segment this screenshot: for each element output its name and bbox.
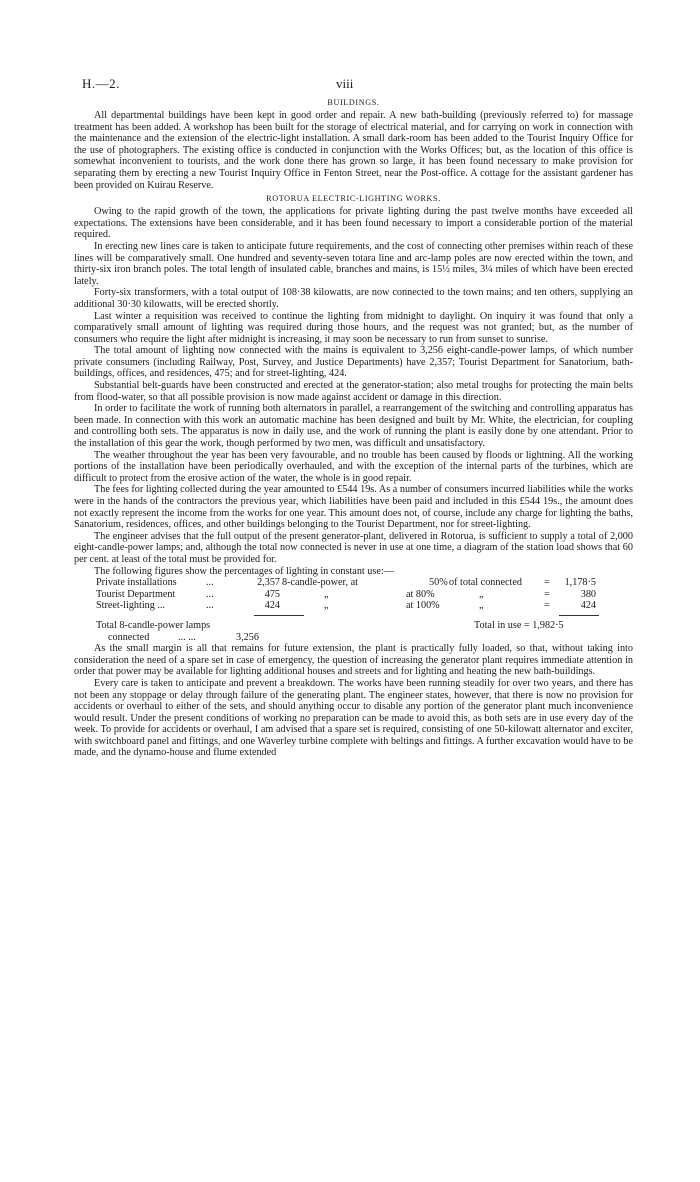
leader-dots: ... [206, 577, 214, 589]
paragraph: In erecting new lines care is taken to anticipate future requirements, and the cost of connecting other premises within reach of these lines will be comparatively small. One hundred and seventy-seven totara line and arc-lamp poles are now erected within the town, and thirty-six iron branch poles. The total length of insulated cable, branches and mains, is 15½ miles, 3¼ miles of which have been erected lately. [74, 240, 633, 287]
total-lamps-connected: 3,256 [236, 631, 259, 643]
sum-rules [74, 612, 633, 620]
paragraph: All departmental buildings have been kept in good order and repair. A new bath-building (previously referred to) for massage treatment has been added. A workshop has been built for the storage of electrical material, and for carrying on work in connection with the maintenance and the extension of the electric-light installation. A small dark-room has been added to the Tourist Inquiry Office for the use of photographers. The existing office is conducted in conjunction with the Works Offices; but, as the location of this office is somewhat inconvenient to tourists, and the work done there has grown so large, it has been found necessary to make provision for separating them by erecting a new Tourist Inquiry Office in Fenton Street, near the Post-office. A cottage for the assistant gardener has been provided on Kuirau Reserve. [74, 110, 633, 191]
table-row [74, 589, 633, 601]
table-row [74, 577, 633, 589]
leader-dots: ... ... [178, 631, 196, 643]
ditto-mark: „ [324, 600, 329, 612]
row-value: 1,178·5 [564, 577, 596, 589]
percentage: 50% [429, 577, 448, 589]
lamp-count: 2,357 [257, 577, 280, 589]
equals-sign: = [544, 588, 550, 600]
lamp-count: 475 [264, 588, 280, 600]
row-value: 424 [580, 600, 596, 612]
section-title-lighting: ROTORUA ELECTRIC-LIGHTING WORKS. [266, 194, 441, 204]
ditto-mark: „ [324, 588, 329, 600]
paragraph: The total amount of lighting now connected with the mains is equivalent to 3,256 eight-candle-power lamps, of which number private consumers (including Railway, Post, Survey, and Justice Departments) have 2,357; Tourist Department for Sanatorium, bath-buildings, offices, and residences, 475; and for street-lighting, 424. [74, 345, 633, 380]
page-number: viii [336, 76, 354, 91]
ditto-mark: „ [479, 600, 484, 612]
total-label-continued: connected [108, 631, 150, 643]
paragraph: Every care is taken to anticipate and prevent a breakdown. The works have been running steadily for over two years, and there has not been any stoppage or delay through failure of the generating plant. The engineer states, however, that there is now no provision for accidents or overhaul to either of the sets, and should anything occur to disable any portion of the generator plant much inconvenience would result. Under the present conditions of working no preparation can be made to avoid this, as both sets are in use every day of the week. To provide for accidents or overhaul, I am advised that a spare set is required, consisting of one 50-kilowatt alternator and exciter, with switchboard panel and fittings, and one Waverley turbine complete with beltings and fittings. A further excavation would have to be made, and the dynamo-house and flume extended [74, 677, 633, 759]
equals-sign: = [544, 600, 550, 612]
row-value: 380 [580, 588, 596, 600]
paragraph: The following figures show the percentages of lighting in constant use:— [94, 565, 394, 577]
section-title-buildings: BUILDINGS. [327, 98, 380, 107]
row-description-2: of total connected [449, 577, 522, 589]
paragraph: As the small margin is all that remains for future extension, the plant is practically fully loaded, so that, without taking into consideration the need of a spare set in case of emergency, the question of increasing the generator plant requires immediate attention in order that power may be available for lighting additional houses and streets and for lighting and heating the new bath-buildings. [74, 643, 633, 678]
lamp-count: 424 [264, 600, 280, 612]
row-label: Private installations [96, 577, 177, 589]
total-in-use: Total in use = 1,982·5 [474, 619, 564, 631]
leader-dots: ... [206, 600, 214, 612]
paragraph: Substantial belt-guards have been constructed and erected at the generator-station; also metal troughs for protecting the main belts from flood-water, so that all possible provision is now made against accident or damage in this direction. [74, 380, 633, 403]
paragraph: Forty-six transformers, with a total output of 108·38 kilowatts, are now connected to the town mains; and ten others, supplying an additional 30·30 kilowatts, will be erected shortly. [74, 287, 633, 310]
document-page [74, 62, 633, 759]
paragraph: The fees for lighting collected during the year amounted to £544 19s. As a number of consumers incurred liabilities while the works were in the hands of the contractors the previous year, which liabilities have been paid and included in this £544 19s., the amount does not exactly represent the income from the works for one year. This amount does not, of course, include any charge for lighting the baths, Sanatorium, residences, offices, and other buildings belonging to the Tourist Department, nor for street-lighting. [74, 484, 633, 531]
row-label: Tourist Department [96, 588, 176, 600]
ditto-mark: „ [479, 588, 484, 600]
equals-sign: = [544, 577, 550, 589]
total-row [74, 620, 633, 632]
row-description: 8-candle-power, at [282, 577, 358, 589]
paragraph: In order to facilitate the work of running both alternators in parallel, a rearrangement of the switching and controlling apparatus has been made. In connection with this work an automatic machine has been designed and built by Mr. White, the electrician, for coupling and controlling both sets. The apparatus is now in daily use, and the work of running the plant is easily done by one attendant. Prior to the installation of this gear the work, though performed by two men, was difficult and unsatisfactory. [74, 403, 633, 450]
percentage: at 80% [406, 588, 435, 600]
row-label: Street-lighting ... [96, 600, 166, 612]
lighting-percentages-table [74, 577, 633, 643]
total-row [74, 632, 633, 644]
sum-rule [559, 615, 599, 616]
paragraph: The weather throughout the year has been very favourable, and no trouble has been caused by floods or lightning. All the working portions of the installation have been periodically overhauled, and with the exception of the internal parts of the turbines, which are difficult to protect from the erosive action of the water, the whole is in good repair. [74, 449, 633, 484]
paragraph: Owing to the rapid growth of the town, the applications for private lighting during the past twelve months have exceeded all expectations. The extensions have been considerable, and it has been found necessary to import a considerable portion of the material required. [74, 206, 633, 241]
total-label: Total 8-candle-power lamps [96, 619, 211, 631]
sum-rule [254, 615, 304, 616]
paragraph: The engineer advises that the full output of the present generator-plant, delivered in Rotorua, is sufficient to supply a total of 2,000 eight-candle-power lamps; and, although the total now connected is never in use at one time, a diagram of the station load shows that 60 per cent. at least of the total must be provided for. [74, 530, 633, 565]
leader-dots: ... [206, 588, 214, 600]
report-code: H.—2. [82, 76, 120, 91]
table-row [74, 600, 633, 612]
percentage: at 100% [406, 600, 440, 612]
page-header [74, 62, 633, 91]
paragraph: Last winter a requisition was received to continue the lighting from midnight to daylight. On inquiry it was found that only a comparatively small amount of lighting was required during those hours, and the request was not granted; but, as the number of consumers who require the light after midnight is increasing, it may soon be necessary to run from sunset to sunrise. [74, 310, 633, 345]
